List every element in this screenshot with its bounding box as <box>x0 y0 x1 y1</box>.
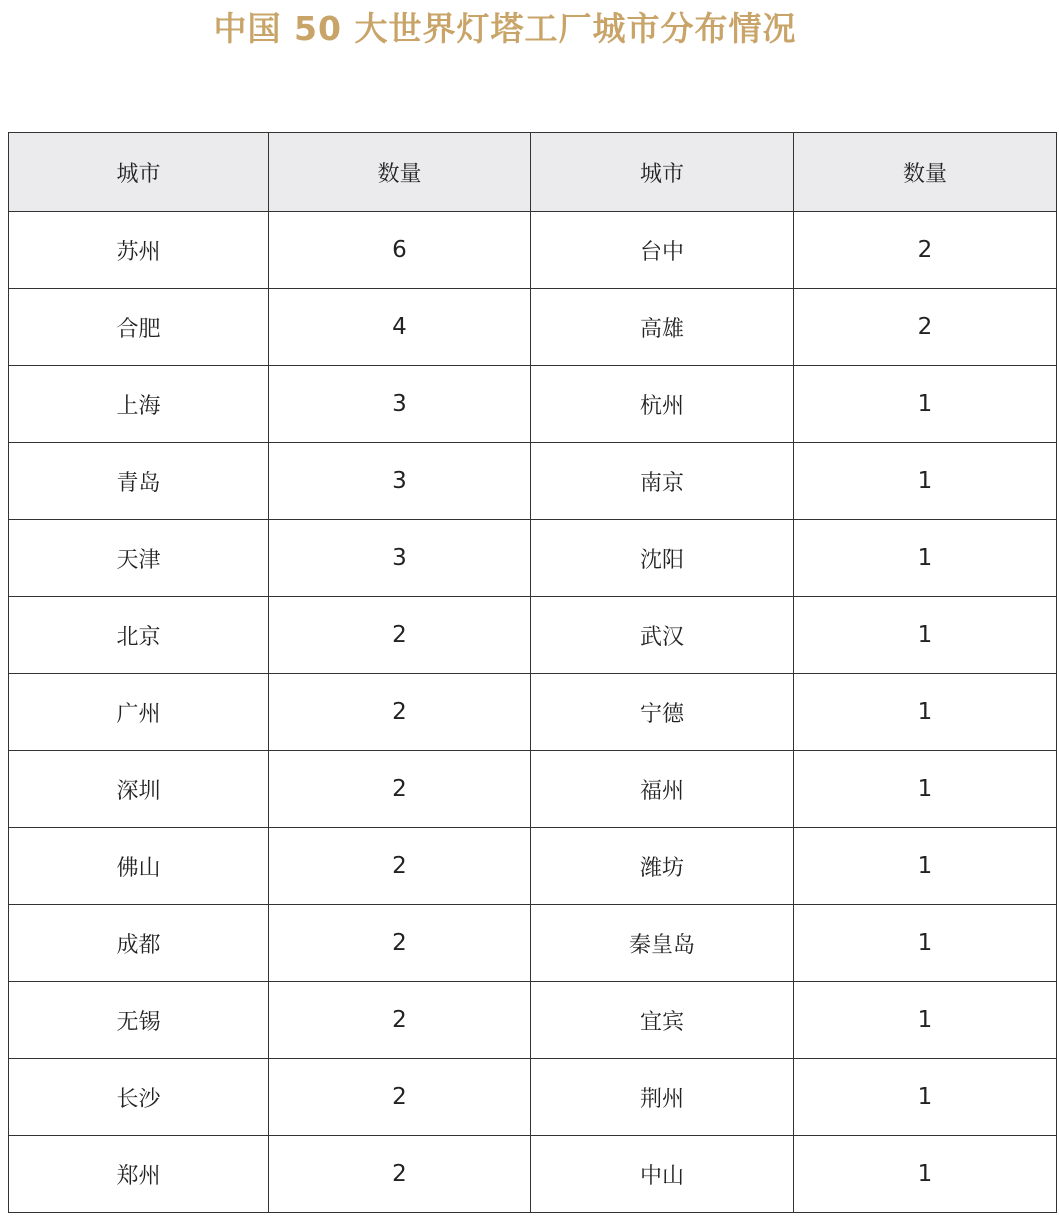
count-cell-right: 1 <box>794 982 1057 1059</box>
city-cell-right: 南京 <box>531 443 794 520</box>
count-cell-left: 2 <box>269 1136 531 1213</box>
count-cell-left: 2 <box>269 1059 531 1136</box>
column-header-city-left: 城市 <box>9 133 269 212</box>
table-row <box>9 520 1057 597</box>
city-cell-right: 武汉 <box>531 597 794 674</box>
count-cell-left: 6 <box>269 212 531 289</box>
city-cell-right: 福州 <box>531 751 794 828</box>
city-cell-right: 台中 <box>531 212 794 289</box>
table-header <box>9 133 1057 212</box>
count-cell-left: 2 <box>269 597 531 674</box>
count-cell-right: 1 <box>794 443 1057 520</box>
city-cell-right: 中山 <box>531 1136 794 1213</box>
city-cell-left: 长沙 <box>9 1059 269 1136</box>
city-cell-left: 无锡 <box>9 982 269 1059</box>
city-cell-right: 高雄 <box>531 289 794 366</box>
count-cell-left: 3 <box>269 366 531 443</box>
table-body <box>9 212 1057 1213</box>
city-distribution-table-container <box>8 132 1056 1213</box>
table-row <box>9 751 1057 828</box>
city-cell-right: 秦皇岛 <box>531 905 794 982</box>
column-header-count-left: 数量 <box>269 133 531 212</box>
page-title: 中国 50 大世界灯塔工厂城市分布情况 <box>213 9 797 48</box>
table-row <box>9 1136 1057 1213</box>
city-cell-right: 沈阳 <box>531 520 794 597</box>
table-row <box>9 1059 1057 1136</box>
count-cell-right: 1 <box>794 905 1057 982</box>
city-cell-left: 苏州 <box>9 212 269 289</box>
table-row <box>9 289 1057 366</box>
count-cell-right: 1 <box>794 751 1057 828</box>
table-header-row <box>9 133 1057 212</box>
count-cell-right: 2 <box>794 212 1057 289</box>
count-cell-right: 1 <box>794 366 1057 443</box>
table-row <box>9 443 1057 520</box>
table-row <box>9 982 1057 1059</box>
count-cell-right: 1 <box>794 674 1057 751</box>
table-row <box>9 212 1057 289</box>
city-cell-left: 郑州 <box>9 1136 269 1213</box>
city-cell-right: 荆州 <box>531 1059 794 1136</box>
table-row <box>9 674 1057 751</box>
column-header-count-right: 数量 <box>794 133 1057 212</box>
city-cell-right: 潍坊 <box>531 828 794 905</box>
count-cell-left: 2 <box>269 751 531 828</box>
column-header-city-right: 城市 <box>531 133 794 212</box>
city-cell-right: 杭州 <box>531 366 794 443</box>
city-cell-right: 宜宾 <box>531 982 794 1059</box>
table-row <box>9 597 1057 674</box>
count-cell-left: 3 <box>269 520 531 597</box>
table-row <box>9 366 1057 443</box>
city-cell-left: 广州 <box>9 674 269 751</box>
city-cell-left: 北京 <box>9 597 269 674</box>
table-row <box>9 905 1057 982</box>
city-cell-left: 上海 <box>9 366 269 443</box>
count-cell-right: 1 <box>794 1136 1057 1213</box>
city-cell-left: 天津 <box>9 520 269 597</box>
count-cell-left: 2 <box>269 982 531 1059</box>
count-cell-left: 2 <box>269 828 531 905</box>
city-cell-right: 宁德 <box>531 674 794 751</box>
city-cell-left: 青岛 <box>9 443 269 520</box>
count-cell-right: 1 <box>794 828 1057 905</box>
city-cell-left: 合肥 <box>9 289 269 366</box>
count-cell-left: 3 <box>269 443 531 520</box>
count-cell-left: 2 <box>269 905 531 982</box>
city-cell-left: 佛山 <box>9 828 269 905</box>
count-cell-left: 2 <box>269 674 531 751</box>
table-row <box>9 828 1057 905</box>
count-cell-left: 4 <box>269 289 531 366</box>
count-cell-right: 1 <box>794 520 1057 597</box>
city-distribution-table <box>8 132 1057 1213</box>
count-cell-right: 1 <box>794 1059 1057 1136</box>
city-cell-left: 深圳 <box>9 751 269 828</box>
count-cell-right: 1 <box>794 597 1057 674</box>
count-cell-right: 2 <box>794 289 1057 366</box>
city-cell-left: 成都 <box>9 905 269 982</box>
